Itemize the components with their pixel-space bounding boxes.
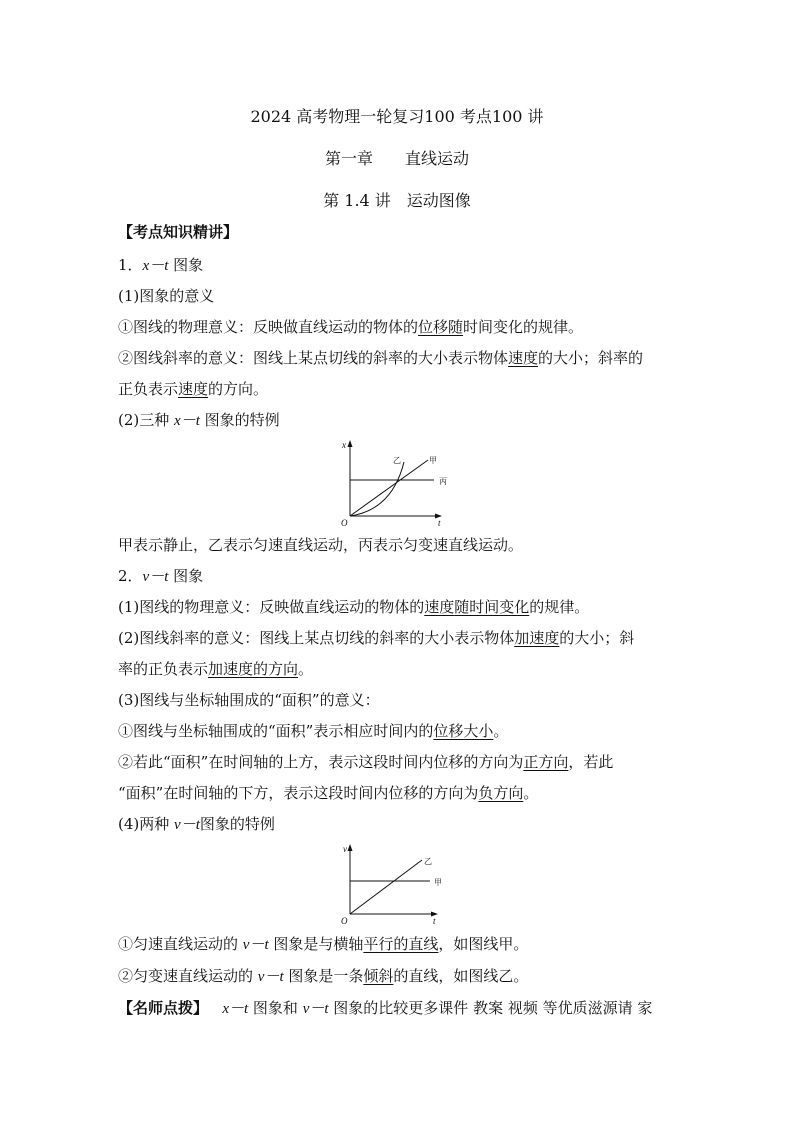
xt-paragraph-2 bbox=[118, 348, 643, 368]
xt-heading-num: 1． bbox=[118, 256, 143, 274]
xt-graph-figure bbox=[330, 436, 470, 528]
vt-p6-text-a: ②若此“面积”在时间轴的上方，表示这段时间内位移的方向为 bbox=[118, 753, 524, 771]
vt-p7-underline: 负方向 bbox=[478, 784, 524, 802]
xt-p1-underline-1: 位移 bbox=[418, 318, 449, 336]
xt-p3-underline: 速度 bbox=[178, 380, 209, 398]
xt-paragraph-1 bbox=[118, 317, 583, 337]
xt-y-label: x bbox=[342, 440, 346, 450]
vt-paragraph-2 bbox=[118, 628, 634, 648]
vt-y-arrow bbox=[348, 844, 353, 851]
xt-sub2-text-b: 图象的特例 bbox=[199, 411, 280, 429]
xt-p1-underline-2: 随 bbox=[448, 318, 464, 336]
xt-p2-text-b: 的大小；斜率的 bbox=[538, 349, 644, 367]
section-knowledge-heading: 【考点知识精讲】 bbox=[118, 223, 239, 241]
xt-x-label: t bbox=[438, 518, 441, 528]
tip-label: 【名师点拨】 bbox=[118, 999, 209, 1017]
vt-p1-underline-1: 速度 bbox=[424, 598, 455, 616]
xt-sub2 bbox=[118, 410, 280, 431]
xt-heading bbox=[118, 255, 203, 276]
xt-sub2-text-a: (2)三种 bbox=[118, 411, 175, 429]
vt-p5-text-a: ①图线与坐标轴围成的“面积”表示相应时间内的 bbox=[118, 722, 434, 740]
vt-p8-text-b: 图象是与横轴 bbox=[268, 935, 364, 953]
xt-p1-text-a: ①图线的物理意义：反映做直线运动的物体的 bbox=[118, 318, 419, 336]
xt-p2-underline: 速度 bbox=[508, 349, 539, 367]
vt-p5-text-b: 。 bbox=[493, 722, 509, 740]
vt-paragraph-5 bbox=[118, 721, 508, 741]
vt-p6-underline: 正方向 bbox=[523, 753, 569, 771]
vt-sub4 bbox=[118, 814, 275, 835]
vt-p2-text-b: 的大小；斜 bbox=[559, 629, 635, 647]
vt-heading bbox=[118, 566, 203, 587]
vt-p8-underline: 平行的直线 bbox=[363, 935, 439, 953]
vt-p7-text-b: 。 bbox=[523, 784, 539, 802]
xt-label-bing: 丙 bbox=[439, 477, 447, 486]
xt-label-yi: 乙 bbox=[393, 456, 401, 465]
tip-text-2: 图象的比较更多课件 教案 视频 等优质滋源请 家 bbox=[328, 999, 653, 1017]
xt-p2-text-a: ②图线斜率的意义：图线上某点切线的斜率的大小表示物体 bbox=[118, 349, 509, 367]
vt-p1-underline-2: 随时间变化 bbox=[454, 598, 530, 616]
xt-y-arrow bbox=[348, 440, 353, 447]
vt-origin-label: O bbox=[341, 916, 348, 926]
vt-graph-figure bbox=[330, 840, 470, 926]
tip-line bbox=[118, 998, 652, 1019]
vt-heading-num: 2． bbox=[118, 567, 143, 585]
vt-p9-text-a: ②匀变速直线运动的 bbox=[118, 967, 258, 985]
vt-sub4-text-a: (4)两种 bbox=[118, 815, 175, 833]
xt-line-jia bbox=[350, 460, 428, 516]
document-title: 2024 高考物理一轮复习100 考点100 讲 bbox=[250, 107, 544, 126]
xt-sub2-var: x－t bbox=[174, 413, 200, 429]
vt-p5-underline-2: 大小 bbox=[463, 722, 494, 740]
vt-p1-text-b: 的规律。 bbox=[529, 598, 590, 616]
vt-paragraph-6 bbox=[118, 752, 613, 772]
vt-p6-text-b: ，若此 bbox=[568, 753, 614, 771]
vt-p2-text-a: (2)图线斜率的意义：图线上某点切线的斜率的大小表示物体 bbox=[118, 629, 515, 647]
xt-p3-text-a: 正负表示 bbox=[118, 380, 179, 398]
vt-heading-text: 图象 bbox=[168, 567, 204, 585]
vt-paragraph-9 bbox=[118, 966, 528, 987]
vt-heading-var: v－t bbox=[142, 569, 169, 585]
xt-caption: 甲表示静止，乙表示匀速直线运动，丙表示匀变速直线运动。 bbox=[118, 536, 524, 554]
vt-p2-underline: 加速度 bbox=[514, 629, 560, 647]
vt-p9-text-b: 图象是一条 bbox=[283, 967, 364, 985]
xt-curve-yi bbox=[350, 462, 404, 516]
tip-var-2: v－t bbox=[302, 1001, 329, 1017]
vt-p8-text-c: ，如图线甲。 bbox=[438, 935, 529, 953]
vt-p9-var: v－t bbox=[257, 969, 284, 985]
vt-paragraph-1 bbox=[118, 597, 589, 617]
vt-p9-underline: 倾斜 bbox=[363, 967, 394, 985]
xt-sub1: (1)图象的意义 bbox=[118, 287, 215, 305]
vt-p3-underline: 加速度的方向 bbox=[208, 660, 299, 678]
xt-p3-text-b: 的方向。 bbox=[208, 380, 269, 398]
vt-p3-text-a: 率的正负表示 bbox=[118, 660, 209, 678]
vt-p1-text-a: (1)图线的物理意义：反映做直线运动的物体的 bbox=[118, 598, 425, 616]
vt-p7-text-a: “面积”在时间轴的下方，表示这段时间内位移的方向为 bbox=[118, 784, 479, 802]
xt-origin-label: O bbox=[341, 518, 348, 528]
tip-text-1: 图象和 bbox=[248, 999, 303, 1017]
tip-var-1: x－t bbox=[222, 1001, 249, 1017]
vt-p8-text-a: ①匀速直线运动的 bbox=[118, 935, 243, 953]
vt-sub4-text-b: 图象的特例 bbox=[199, 815, 275, 833]
vt-paragraph-4: (3)图线与坐标轴围成的“面积”的意义： bbox=[118, 691, 380, 709]
vt-paragraph-8 bbox=[118, 934, 528, 955]
xt-label-jia: 甲 bbox=[429, 456, 437, 465]
xt-paragraph-3 bbox=[118, 379, 268, 399]
vt-x-label: t bbox=[433, 916, 436, 926]
vt-p5-underline-1: 位移 bbox=[433, 722, 464, 740]
vt-p3-text-b: 。 bbox=[298, 660, 314, 678]
chapter-title: 第一章 直线运动 bbox=[324, 149, 469, 168]
vt-paragraph-7 bbox=[118, 783, 538, 803]
xt-p1-text-b: 时间变化的规律。 bbox=[463, 318, 584, 336]
vt-label-jia: 甲 bbox=[434, 878, 442, 887]
xt-heading-text: 图象 bbox=[168, 256, 204, 274]
vt-paragraph-3 bbox=[118, 659, 313, 679]
lecture-title: 第 1.4 讲 运动图像 bbox=[323, 191, 471, 210]
vt-line-yi bbox=[350, 860, 422, 914]
vt-y-label: v bbox=[343, 844, 347, 854]
vt-sub4-var: v－t bbox=[174, 817, 200, 833]
vt-p9-text-c: 的直线，如图线乙。 bbox=[393, 967, 529, 985]
xt-heading-var: x－t bbox=[142, 258, 169, 274]
vt-label-yi: 乙 bbox=[424, 857, 432, 866]
vt-p8-var: v－t bbox=[242, 937, 269, 953]
